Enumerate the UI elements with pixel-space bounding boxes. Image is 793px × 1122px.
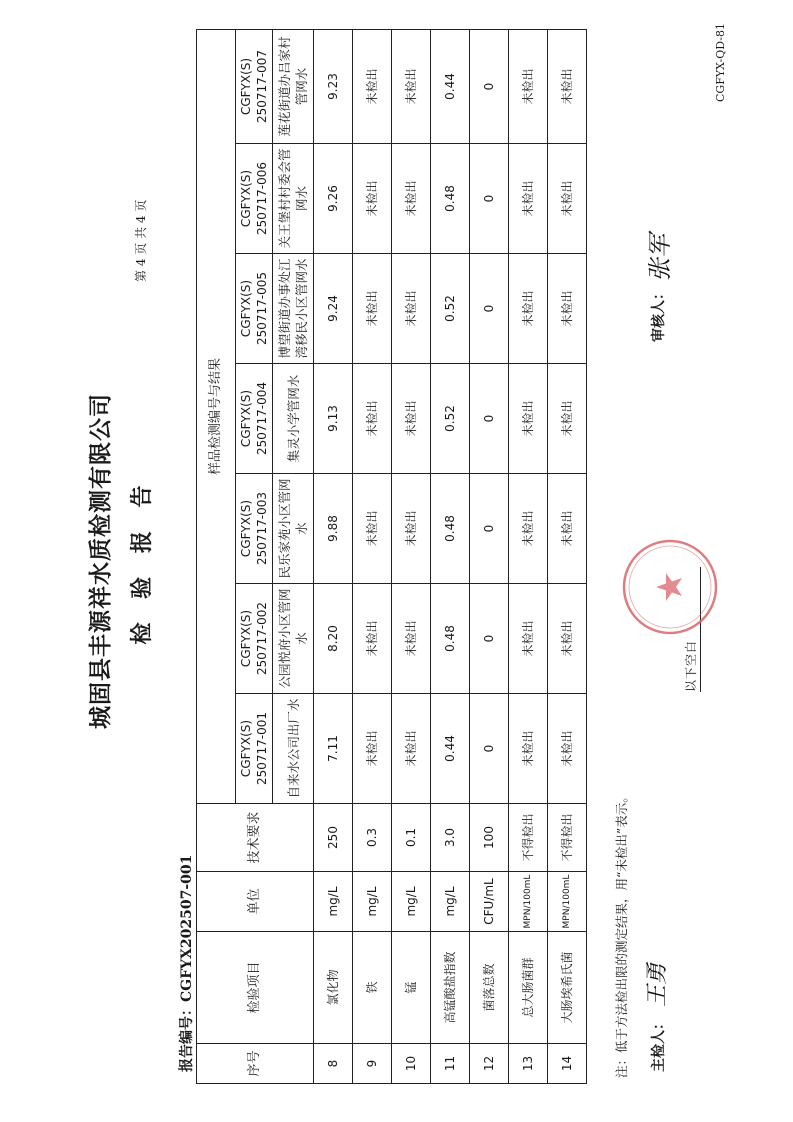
result-cell: 未检出 [548, 254, 587, 364]
result-cell: 0.48 [431, 474, 470, 584]
blank-below-text: 以下空白 [684, 639, 698, 692]
results-table [196, 29, 587, 1084]
result-cell: 未检出 [548, 29, 587, 143]
table-row [509, 29, 548, 1083]
result-cell: 未检出 [392, 364, 431, 474]
header-item: 检验项目 [197, 932, 314, 1044]
result-cell: 未检出 [509, 364, 548, 474]
table-row [392, 29, 431, 1083]
footnote: 注：低于方法检出限的测定结果，用“未检出”表示。 [614, 790, 629, 1078]
table-row [314, 29, 353, 1083]
row-item: 大肠埃希氏菌 [548, 932, 587, 1044]
sample-location-7: 莲花街道办吕家村管网水 [273, 29, 314, 143]
inspector-signature: 王勇 [645, 962, 670, 1007]
row-requirement: 250 [314, 804, 353, 872]
company-seal [620, 537, 720, 637]
row-unit: CFU/mL [470, 872, 509, 932]
sample-code-2: CGFYX(S) 250717-002 [236, 584, 273, 694]
result-cell: 0 [470, 694, 509, 804]
result-cell: 未检出 [392, 254, 431, 364]
result-cell: 未检出 [353, 364, 392, 474]
table-row [431, 29, 470, 1083]
row-index: 14 [548, 1044, 587, 1084]
result-cell: 未检出 [509, 474, 548, 584]
result-cell: 未检出 [392, 474, 431, 584]
row-unit: mg/L [431, 872, 470, 932]
row-unit: mg/L [392, 872, 431, 932]
sample-location-2: 公园悦府小区管网水 [273, 584, 314, 694]
result-cell: 未检出 [509, 29, 548, 143]
sample-code-6: CGFYX(S) 250717-006 [236, 144, 273, 254]
result-cell: 未检出 [509, 694, 548, 804]
result-cell: 未检出 [353, 29, 392, 143]
row-item: 铁 [353, 932, 392, 1044]
form-code: CGFYX-QD-81 [714, 22, 727, 102]
reviewer-signature: 张军 [646, 234, 674, 282]
row-requirement: 100 [470, 804, 509, 872]
row-item: 锰 [392, 932, 431, 1044]
result-cell: 9.23 [314, 29, 353, 143]
sample-location-3: 民乐家苑小区管网水 [273, 474, 314, 584]
result-cell: 0.44 [431, 694, 470, 804]
row-requirement: 0.3 [353, 804, 392, 872]
sample-code-3: CGFYX(S) 250717-003 [236, 474, 273, 584]
result-cell: 0 [470, 144, 509, 254]
result-cell: 0 [470, 474, 509, 584]
result-cell: 未检出 [392, 584, 431, 694]
company-title: 城固县丰源祥水质检测有限公司 [87, 393, 114, 729]
sample-location-4: 集灵小学管网水 [273, 364, 314, 474]
result-cell: 0 [470, 364, 509, 474]
result-cell: 0.48 [431, 584, 470, 694]
result-cell: 0 [470, 254, 509, 364]
row-index: 10 [392, 1044, 431, 1084]
result-cell: 未检出 [392, 694, 431, 804]
sample-code-7: CGFYX(S) 250717-007 [236, 29, 273, 143]
table-row [470, 29, 509, 1083]
row-item: 菌落总数 [470, 932, 509, 1044]
report-number: 报告编号：CGFYX202507-001 [179, 854, 195, 1072]
result-cell: 8.20 [314, 584, 353, 694]
row-unit: mg/L [314, 872, 353, 932]
result-cell: 未检出 [353, 474, 392, 584]
result-cell: 0 [470, 29, 509, 143]
result-cell: 未检出 [353, 254, 392, 364]
row-unit: MPN/100mL [509, 872, 548, 932]
sample-code-5: CGFYX(S) 250717-005 [236, 254, 273, 364]
result-cell: 未检出 [392, 144, 431, 254]
table-row [353, 29, 392, 1083]
result-cell: 0.48 [431, 144, 470, 254]
result-cell: 未检出 [548, 364, 587, 474]
result-cell: 未检出 [353, 584, 392, 694]
result-cell: 0 [470, 584, 509, 694]
results-body [314, 29, 587, 1083]
row-index: 8 [314, 1044, 353, 1084]
result-cell: 未检出 [548, 144, 587, 254]
row-item: 高锰酸盐指数 [431, 932, 470, 1044]
result-cell: 未检出 [548, 474, 587, 584]
row-item: 总大肠菌群 [509, 932, 548, 1044]
row-requirement: 不得检出 [548, 804, 587, 872]
document-title: 检 验 报 告 [129, 477, 155, 645]
result-cell: 未检出 [548, 694, 587, 804]
result-cell: 9.88 [314, 474, 353, 584]
sample-location-5: 博望街道办事处江湾移民小区管网水 [273, 254, 314, 364]
row-requirement: 3.0 [431, 804, 470, 872]
row-index: 11 [431, 1044, 470, 1084]
row-item: 氯化物 [314, 932, 353, 1044]
row-index: 12 [470, 1044, 509, 1084]
result-cell: 7.11 [314, 694, 353, 804]
table-row [548, 29, 587, 1083]
sample-location-1: 自来水公司出厂水 [273, 694, 314, 804]
sample-code-4: CGFYX(S) 250717-004 [236, 364, 273, 474]
result-cell: 未检出 [509, 254, 548, 364]
row-unit: mg/L [353, 872, 392, 932]
result-cell: 未检出 [353, 694, 392, 804]
row-requirement: 不得检出 [509, 804, 548, 872]
result-cell: 9.24 [314, 254, 353, 364]
result-cell: 未检出 [509, 584, 548, 694]
page-number: 第 4 页 共 4 页 [134, 199, 148, 282]
result-cell: 0.44 [431, 29, 470, 143]
result-cell: 未检出 [509, 144, 548, 254]
result-cell: 0.52 [431, 254, 470, 364]
header-unit: 单位 [197, 872, 314, 932]
result-cell: 未检出 [353, 144, 392, 254]
inspector-label: 主检人： [651, 1016, 667, 1072]
row-requirement: 0.1 [392, 804, 431, 872]
result-cell: 0.52 [431, 364, 470, 474]
reviewer-label: 审核人： [651, 286, 667, 342]
header-sample-group: 样品检测编号与结果 [197, 29, 236, 803]
result-cell: 未检出 [392, 29, 431, 143]
row-index: 9 [353, 1044, 392, 1084]
row-index: 13 [509, 1044, 548, 1084]
header-index: 序号 [197, 1044, 314, 1084]
result-cell: 9.26 [314, 144, 353, 254]
result-cell: 未检出 [548, 584, 587, 694]
row-unit: MPN/100mL [548, 872, 587, 932]
header-requirement: 技术要求 [197, 804, 314, 872]
sample-location-6: 关王堡村村委会管网水 [273, 144, 314, 254]
sample-code-1: CGFYX(S) 250717-001 [236, 694, 273, 804]
result-cell: 9.13 [314, 364, 353, 474]
